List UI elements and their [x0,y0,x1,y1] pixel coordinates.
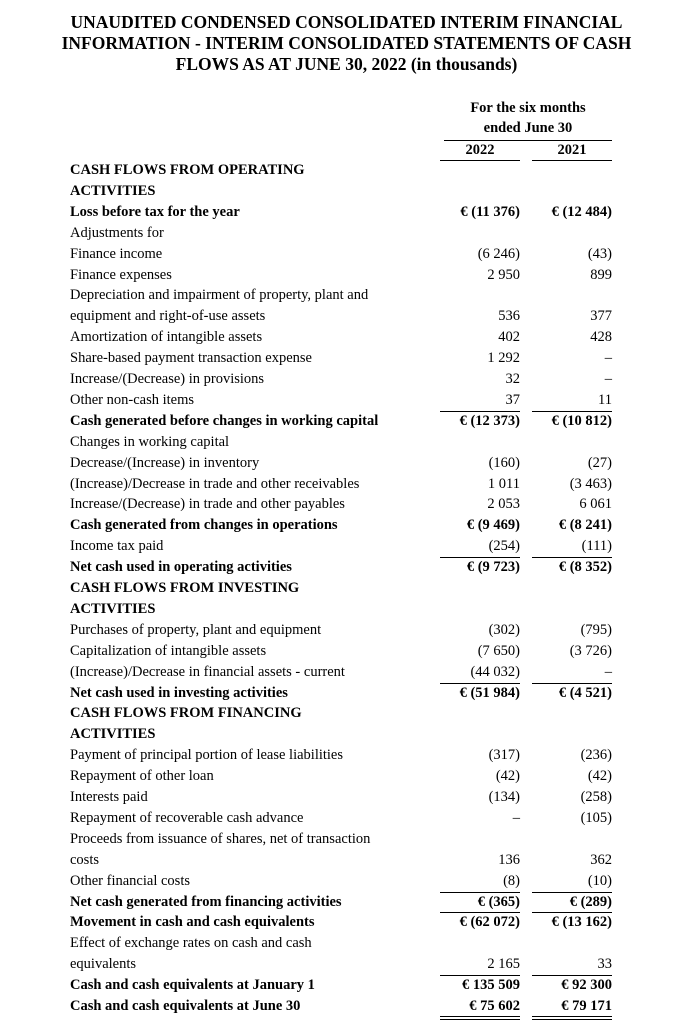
row-label: Interests paid [70,789,148,805]
statement-row [0,641,693,661]
subtotal-rule [532,683,612,684]
statement-row [0,515,693,535]
value-2022: (6 246) [477,245,520,262]
statement-row [0,244,693,264]
statement-row [0,933,693,953]
title-line-3: FLOWS AS AT JUNE 30, 2022 (in thousands) [175,54,518,74]
value-2022: 2 950 [487,266,520,283]
row-label: Income tax paid [70,538,164,555]
row-label: Cash generated from changes in operations [70,517,338,534]
row-label: Changes in working capital [70,433,230,450]
statement-row [0,808,693,828]
value-2021: (111) [581,538,612,555]
value-2022: 1 011 [487,475,520,492]
value-2021: € 79 171 [561,998,612,1014]
value-2022: (42) [495,768,520,785]
row-label: Effect of exchange rates on cash and cash [70,935,312,952]
subtotal-rule [440,975,520,976]
statement-row [0,181,693,201]
statement-row [0,432,693,452]
subtotal-rule [440,683,520,684]
subtotal-rule [532,912,612,913]
row-label: (Increase)/Decrease in trade and other receivables [70,475,360,492]
title-line-2: INFORMATION - INTERIM CONSOLIDATED STATEMENTS OF CASH [61,33,632,53]
value-2022: (302) [488,621,520,638]
value-2022: € (9 469) [466,517,520,534]
statement-row [0,202,693,222]
row-label: Amortization of intangible assets [70,329,263,346]
statement-row [0,724,693,744]
row-label: CASH FLOWS FROM INVESTING [70,580,300,596]
statement-row [0,285,693,305]
statement-row [0,223,693,243]
row-label: Purchases of property, plant and equipment [70,621,322,638]
value-2021: – [604,371,612,387]
value-2021: (43) [587,245,612,262]
row-label: Net cash used in investing activities [70,684,288,701]
value-2021: € 92 300 [561,977,612,994]
value-2021: € (13 162) [551,914,612,931]
row-label: Other financial costs [70,872,190,889]
value-2021: (258) [580,789,612,805]
statement-row [0,662,693,682]
row-label: Net cash used in operating activities [70,559,292,576]
statement-row [0,265,693,285]
statement-row [0,954,693,974]
title-line-1: UNAUDITED CONDENSED CONSOLIDATED INTERIM FINANCIAL [70,12,623,32]
statement-row [0,306,693,326]
statement-row [0,787,693,807]
value-2022: 32 [505,371,520,387]
value-2022: (160) [488,454,520,471]
value-2022: € (365) [477,893,520,910]
statement-row [0,557,693,577]
value-2022: (317) [488,747,520,764]
value-2021: (3 463) [569,475,612,492]
value-2021: (105) [580,809,612,826]
statement-row [0,390,693,410]
period-line-2: ended June 30 [483,119,573,136]
row-label: Movement in cash and cash equivalents [70,914,315,931]
statement-row [0,975,693,995]
row-label: CASH FLOWS FROM FINANCING [70,705,302,722]
year-2022-header: 2022 [465,142,495,158]
row-label: Capitalization of intangible assets [70,642,267,659]
value-2021: 362 [590,851,612,868]
value-2022: (7 650) [477,642,520,659]
subtotal-rule [440,912,520,913]
statement-row [0,892,693,912]
value-2022: (254) [488,538,520,555]
value-2022: € (51 984) [459,684,520,701]
statement-row [0,996,693,1016]
value-2021: € (4 521) [558,684,612,701]
row-label: Cash and cash equivalents at January 1 [70,977,315,994]
row-label: costs [70,851,99,868]
row-label: Net cash generated from financing activities [70,893,342,910]
row-label: Finance expenses [70,266,172,283]
value-2021: (10) [587,872,612,889]
value-2021: (795) [580,621,612,638]
statement-row [0,620,693,640]
value-2021: – [604,663,612,680]
total-double-rule [440,1016,520,1020]
value-2021: 6 061 [579,496,612,513]
subtotal-rule [440,411,520,412]
year-2021-header: 2021 [557,142,587,158]
statement-row [0,494,693,514]
statement-row [0,348,693,368]
row-label: ACTIVITIES [70,726,156,743]
total-double-rule [532,1016,612,1020]
value-2021: (3 726) [569,642,612,659]
statement-row [0,683,693,703]
row-label: Adjustments for [70,224,164,241]
value-2022: 136 [498,851,520,868]
value-2022: 536 [498,308,520,325]
value-2022: € 75 602 [469,998,520,1014]
statement-row [0,411,693,431]
statement-row [0,871,693,891]
value-2022: 1 292 [487,350,520,367]
row-label: equivalents [70,956,137,973]
subtotal-rule [440,557,520,558]
value-2021: € (8 241) [558,517,612,534]
value-2022: (8) [503,872,520,889]
statement-row [0,599,693,619]
statement-row [0,453,693,473]
row-label: ACTIVITIES [70,182,156,199]
row-label: Cash generated before changes in working capital [70,412,379,429]
row-label: Loss before tax for the year [70,203,240,220]
row-label: CASH FLOWS FROM OPERATING [70,162,305,178]
value-2022: € (62 072) [459,914,520,931]
value-2022: – [512,809,520,826]
value-2021: 11 [598,391,612,408]
value-2022: (134) [488,789,520,805]
subtotal-rule [532,557,612,558]
value-2022: (44 032) [470,663,520,680]
row-label: Increase/(Decrease) in provisions [70,371,265,387]
statement-row [0,766,693,786]
row-label: equipment and right-of-use assets [70,308,266,325]
value-2021: € (12 484) [551,203,612,220]
statement-row [0,327,693,347]
row-label: Other non-cash items [70,391,195,408]
row-label: ACTIVITIES [70,600,156,617]
statement-row [0,850,693,870]
value-2022: € (12 373) [459,412,520,429]
value-2021: 428 [590,329,612,346]
value-2022: 2 053 [487,496,520,513]
row-label: Repayment of recoverable cash advance [70,809,304,826]
row-label: Share-based payment transaction expense [70,350,312,367]
row-label: Cash and cash equivalents at June 30 [70,998,301,1014]
row-label: Repayment of other loan [70,768,214,785]
value-2021: (27) [587,454,612,471]
value-2021: – [604,350,612,367]
row-label: Payment of principal portion of lease liabilities [70,747,344,764]
statement-row [0,703,693,723]
value-2022: 402 [498,329,520,346]
value-2021: (236) [580,747,612,764]
value-2022: 2 165 [487,956,520,973]
statement-row [0,160,693,180]
subtotal-rule [532,411,612,412]
value-2022: € (11 376) [460,203,520,220]
value-2021: 33 [597,956,612,973]
statement-row [0,745,693,765]
value-2021: € (289) [569,893,612,910]
statement-row [0,536,693,556]
value-2022: 37 [505,391,520,408]
value-2021: € (10 812) [551,412,612,429]
row-label: (Increase)/Decrease in financial assets - current [70,663,345,680]
value-2021: 377 [590,308,612,325]
value-2021: (42) [587,768,612,785]
value-2021: € (8 352) [558,559,612,576]
row-label: Proceeds from issuance of shares, net of transaction [70,830,371,847]
row-label: Depreciation and impairment of property, plant and [70,287,369,304]
value-2021: 899 [590,266,612,283]
statement-row [0,369,693,389]
statement-row [0,474,693,494]
row-label: Decrease/(Increase) in inventory [70,454,260,471]
statement-row [0,912,693,932]
subtotal-rule [440,892,520,893]
subtotal-rule [532,975,612,976]
value-2022: € (9 723) [466,559,520,576]
row-label: Finance income [70,245,163,262]
statement-row [0,829,693,849]
statement-row [0,578,693,598]
value-2022: € 135 509 [462,977,520,994]
period-line-1: For the six months [470,100,586,116]
row-label: Increase/(Decrease) in trade and other payables [70,496,345,513]
subtotal-rule [532,892,612,893]
